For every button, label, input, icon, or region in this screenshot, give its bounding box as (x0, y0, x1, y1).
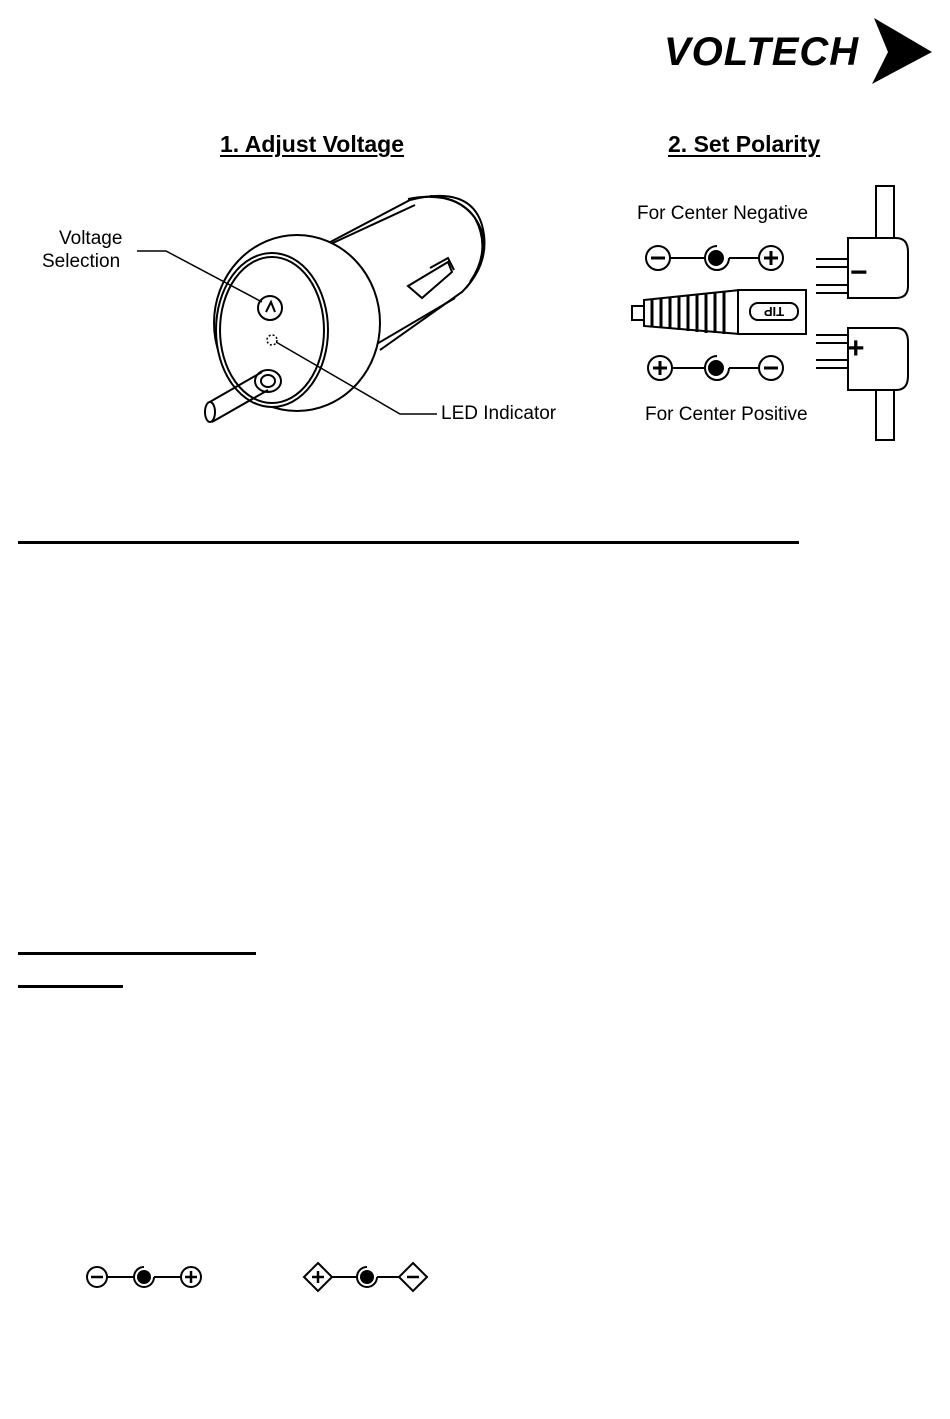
small-center-positive-symbol (303, 1262, 433, 1292)
plug-plus-sign: + (847, 332, 865, 365)
section-divider-rule (18, 541, 799, 544)
voltage-selection-label-line1: Voltage (59, 228, 123, 249)
adjust-voltage-heading: 1. Adjust Voltage (220, 131, 405, 157)
chevron-arrow-logo-icon (868, 18, 932, 84)
center-positive-symbol (648, 356, 783, 380)
center-negative-symbol (646, 246, 783, 270)
voltage-selection-label-line2: Selection (42, 251, 121, 272)
underline-rule-short (18, 985, 123, 988)
center-positive-label: For Center Positive (645, 404, 808, 425)
center-negative-label: For Center Negative (637, 203, 809, 224)
brand-logo-text: VOLTECH (664, 30, 860, 74)
small-center-negative-symbol (84, 1263, 214, 1293)
plug-minus-sign: − (850, 256, 868, 289)
led-indicator-label: LED Indicator (441, 403, 557, 424)
tip-label: TIP (763, 304, 785, 319)
car-charger-illustration (0, 180, 600, 440)
underline-rule-long (18, 952, 256, 955)
set-polarity-heading: 2. Set Polarity (668, 131, 821, 157)
